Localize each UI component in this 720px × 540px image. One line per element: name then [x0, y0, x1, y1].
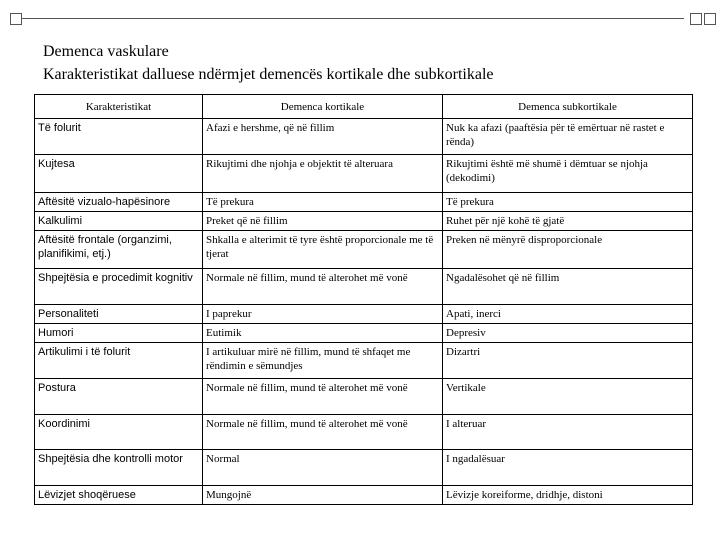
- table-row: [35, 415, 693, 450]
- feature-cell: Kujtesa: [35, 155, 203, 193]
- top-rule-line: [22, 18, 684, 19]
- cortical-cell: Normale në fillim, mund të alterohet më vonë: [203, 379, 443, 415]
- slide-subtitle: Karakteristikat dalluese ndërmjet demencës kortikale dhe subkortikale: [43, 66, 494, 83]
- subcortical-cell: Nuk ka afazi (paaftësia për të emërtuar në rastet e rënda): [443, 119, 693, 155]
- feature-cell: Të folurit: [35, 119, 203, 155]
- subcortical-cell: Ruhet për një kohë të gjatë: [443, 212, 693, 231]
- subcortical-cell: Depresiv: [443, 324, 693, 343]
- feature-cell: Personaliteti: [35, 305, 203, 324]
- table-row: [35, 324, 693, 343]
- cortical-cell: Mungojnë: [203, 486, 443, 505]
- table-row: [35, 193, 693, 212]
- decorative-square-right-1: [690, 13, 702, 25]
- feature-cell: Koordinimi: [35, 415, 203, 450]
- cortical-cell: I artikuluar mirë në fillim, mund të shfaqet me rëndimin e sëmundjes: [203, 343, 443, 379]
- slide-title: Demenca vaskulare: [43, 43, 169, 60]
- subcortical-cell: Dizartri: [443, 343, 693, 379]
- cortical-cell: Normale në fillim, mund të alterohet më vonë: [203, 269, 443, 305]
- cortical-cell: Normale në fillim, mund të alterohet më vonë: [203, 415, 443, 450]
- feature-cell: Postura: [35, 379, 203, 415]
- cortical-cell: Afazi e hershme, që në fillim: [203, 119, 443, 155]
- subcortical-cell: Të prekura: [443, 193, 693, 212]
- feature-cell: Humori: [35, 324, 203, 343]
- feature-cell: Lëvizjet shoqëruese: [35, 486, 203, 505]
- feature-cell: Shpejtësia dhe kontrolli motor: [35, 450, 203, 486]
- decorative-square-right-2: [704, 13, 716, 25]
- subcortical-cell: I ngadalësuar: [443, 450, 693, 486]
- feature-cell: Kalkulimi: [35, 212, 203, 231]
- cortical-cell: Preket që në fillim: [203, 212, 443, 231]
- table-row: [35, 486, 693, 505]
- feature-cell: Aftësitë vizualo-hapësinore: [35, 193, 203, 212]
- table-row: [35, 343, 693, 379]
- table-row: [35, 119, 693, 155]
- table-header-row: [35, 95, 693, 119]
- comparison-table: [34, 94, 693, 505]
- table-row: [35, 155, 693, 193]
- table-row: [35, 212, 693, 231]
- feature-cell: Aftësitë frontale (organzimi, planifikimi, etj.): [35, 231, 203, 269]
- subcortical-cell: Lëvizje koreiforme, dridhje, distoni: [443, 486, 693, 505]
- table-row: [35, 231, 693, 269]
- header-cortical: Demenca kortikale: [203, 95, 443, 119]
- cortical-cell: Rikujtimi dhe njohja e objektit të alteruara: [203, 155, 443, 193]
- subcortical-cell: Preken në mënyrë disproporcionale: [443, 231, 693, 269]
- table-row: [35, 305, 693, 324]
- cortical-cell: Të prekura: [203, 193, 443, 212]
- table-row: [35, 450, 693, 486]
- cortical-cell: Shkalla e alterimit të tyre është proporcionale me të tjerat: [203, 231, 443, 269]
- subcortical-cell: I alteruar: [443, 415, 693, 450]
- decorative-square-left: [10, 13, 22, 25]
- subcortical-cell: Ngadalësohet që në fillim: [443, 269, 693, 305]
- subcortical-cell: Vertikale: [443, 379, 693, 415]
- header-subcortical: Demenca subkortikale: [443, 95, 693, 119]
- cortical-cell: Eutimik: [203, 324, 443, 343]
- subcortical-cell: Rikujtimi është më shumë i dëmtuar se njohja (dekodimi): [443, 155, 693, 193]
- subcortical-cell: Apati, inerci: [443, 305, 693, 324]
- cortical-cell: Normal: [203, 450, 443, 486]
- feature-cell: Artikulimi i të folurit: [35, 343, 203, 379]
- table-row: [35, 379, 693, 415]
- header-characteristics: Karakteristikat: [35, 95, 203, 119]
- feature-cell: Shpejtësia e procedimit kognitiv: [35, 269, 203, 305]
- cortical-cell: I paprekur: [203, 305, 443, 324]
- table-row: [35, 269, 693, 305]
